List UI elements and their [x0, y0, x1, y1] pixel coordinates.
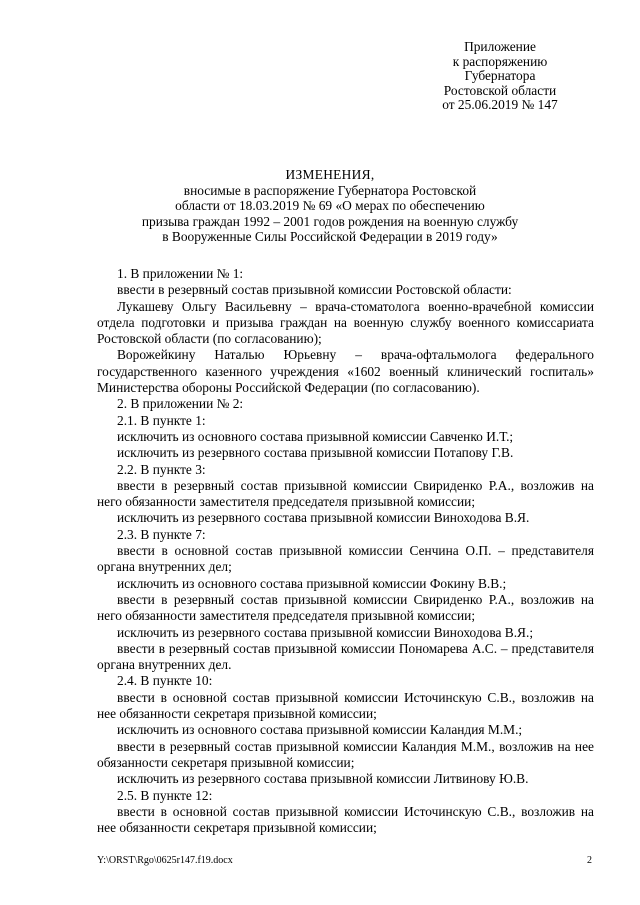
paragraph: исключить из резервного состава призывной комиссии Виноходова В.Я.; [117, 624, 534, 640]
paragraph: Ворожейкину Наталью Юрьевну – врача-офтальмолога федерального государственного казенного учреждения «1602 военный клинический госпиталь» Министерства обороны Российской Федерации (по согласованию). [97, 347, 594, 396]
paragraph: Лукашеву Ольгу Васильевну – врача-стоматолога военно-врачебной комиссии отдела подготовки и призыва граждан на военную службу военного комиссариата Ростовской области (по согласованию); [97, 298, 594, 347]
paragraph: 2.5. В пункте 12: [117, 787, 213, 803]
title-heading: ИЗМЕНЕНИЯ, [285, 167, 375, 182]
paragraph: ввести в резервный состав призывной комиссии Ростовской области: [117, 282, 512, 298]
paragraph: ввести в основной состав призывной комиссии Источинскую С.В., возложив на нее обязанности секретаря призывной комиссии; [97, 689, 594, 722]
paragraph: ввести в резервный состав призывной комиссии Свириденко Р.А., возложив на него обязанности заместителя председателя призывной комиссии; [97, 477, 594, 510]
document-body [97, 266, 594, 836]
appendix-line: Приложение [464, 39, 536, 54]
appendix-line: Губернатора [464, 68, 536, 84]
paragraph: 2.3. В пункте 7: [117, 526, 206, 542]
paragraph: 1. В приложении № 1: [117, 266, 244, 281]
paragraph: ввести в резервный состав призывной комиссии Каландия М.М., возложив на нее обязанности секретаря призывной комиссии; [97, 738, 594, 770]
paragraph: 2. В приложении № 2: [117, 396, 244, 412]
appendix-line: Ростовской области [443, 82, 557, 98]
paragraph: исключить из резервного состава призывной комиссии Виноходова В.Я. [117, 510, 530, 526]
paragraph: исключить из основного состава призывной комиссии Савченко И.Т.; [117, 428, 514, 444]
title-line: в Вооруженные Силы Российской Федерации в 2019 году» [162, 229, 498, 245]
paragraph: исключить из основного состава призывной комиссии Каландия М.М.; [117, 722, 523, 738]
paragraph: 2.1. В пункте 1: [117, 412, 206, 428]
paragraph: ввести в резервный состав призывной комиссии Свириденко Р.А., возложив на него обязанности заместителя председателя призывной комиссии; [97, 591, 594, 624]
paragraph: исключить из резервного состава призывной комиссии Потапову Г.В. [117, 445, 514, 461]
appendix-block [405, 40, 595, 113]
paragraph: ввести в основной состав призывной комиссии Источинскую С.В., возложив на нее обязанности секретаря призывной комиссии; [97, 803, 594, 836]
footer-file-path: Y:\ORST\Rgo\0625r147.f19.docx [97, 855, 233, 866]
title-line: призыва граждан 1992 – 2001 годов рождения на военную службу [141, 213, 519, 229]
paragraph: ввести в резервный состав призывной комиссии Пономарева А.С. – представителя органа внутренних дел. [97, 640, 594, 673]
paragraph: исключить из основного состава призывной комиссии Фокину В.В.; [117, 575, 507, 591]
paragraph: 2.2. В пункте 3: [117, 461, 206, 477]
title-line: области от 18.03.2019 № 69 «О мерах по обеспечению [175, 198, 485, 214]
paragraph: исключить из резервного состава призывной комиссии Литвинову Ю.В. [117, 771, 529, 787]
appendix-line: к распоряжению [452, 53, 548, 69]
page-number: 2 [587, 855, 592, 866]
paragraph: ввести в основной состав призывной комиссии Сенчина О.П. – представителя органа внутренних дел; [97, 543, 594, 575]
paragraph: 2.4. В пункте 10: [117, 673, 213, 689]
document-title [90, 167, 570, 245]
title-line: вносимые в распоряжение Губернатора Ростовской [183, 182, 477, 198]
appendix-line: от 25.06.2019 № 147 [442, 97, 558, 113]
